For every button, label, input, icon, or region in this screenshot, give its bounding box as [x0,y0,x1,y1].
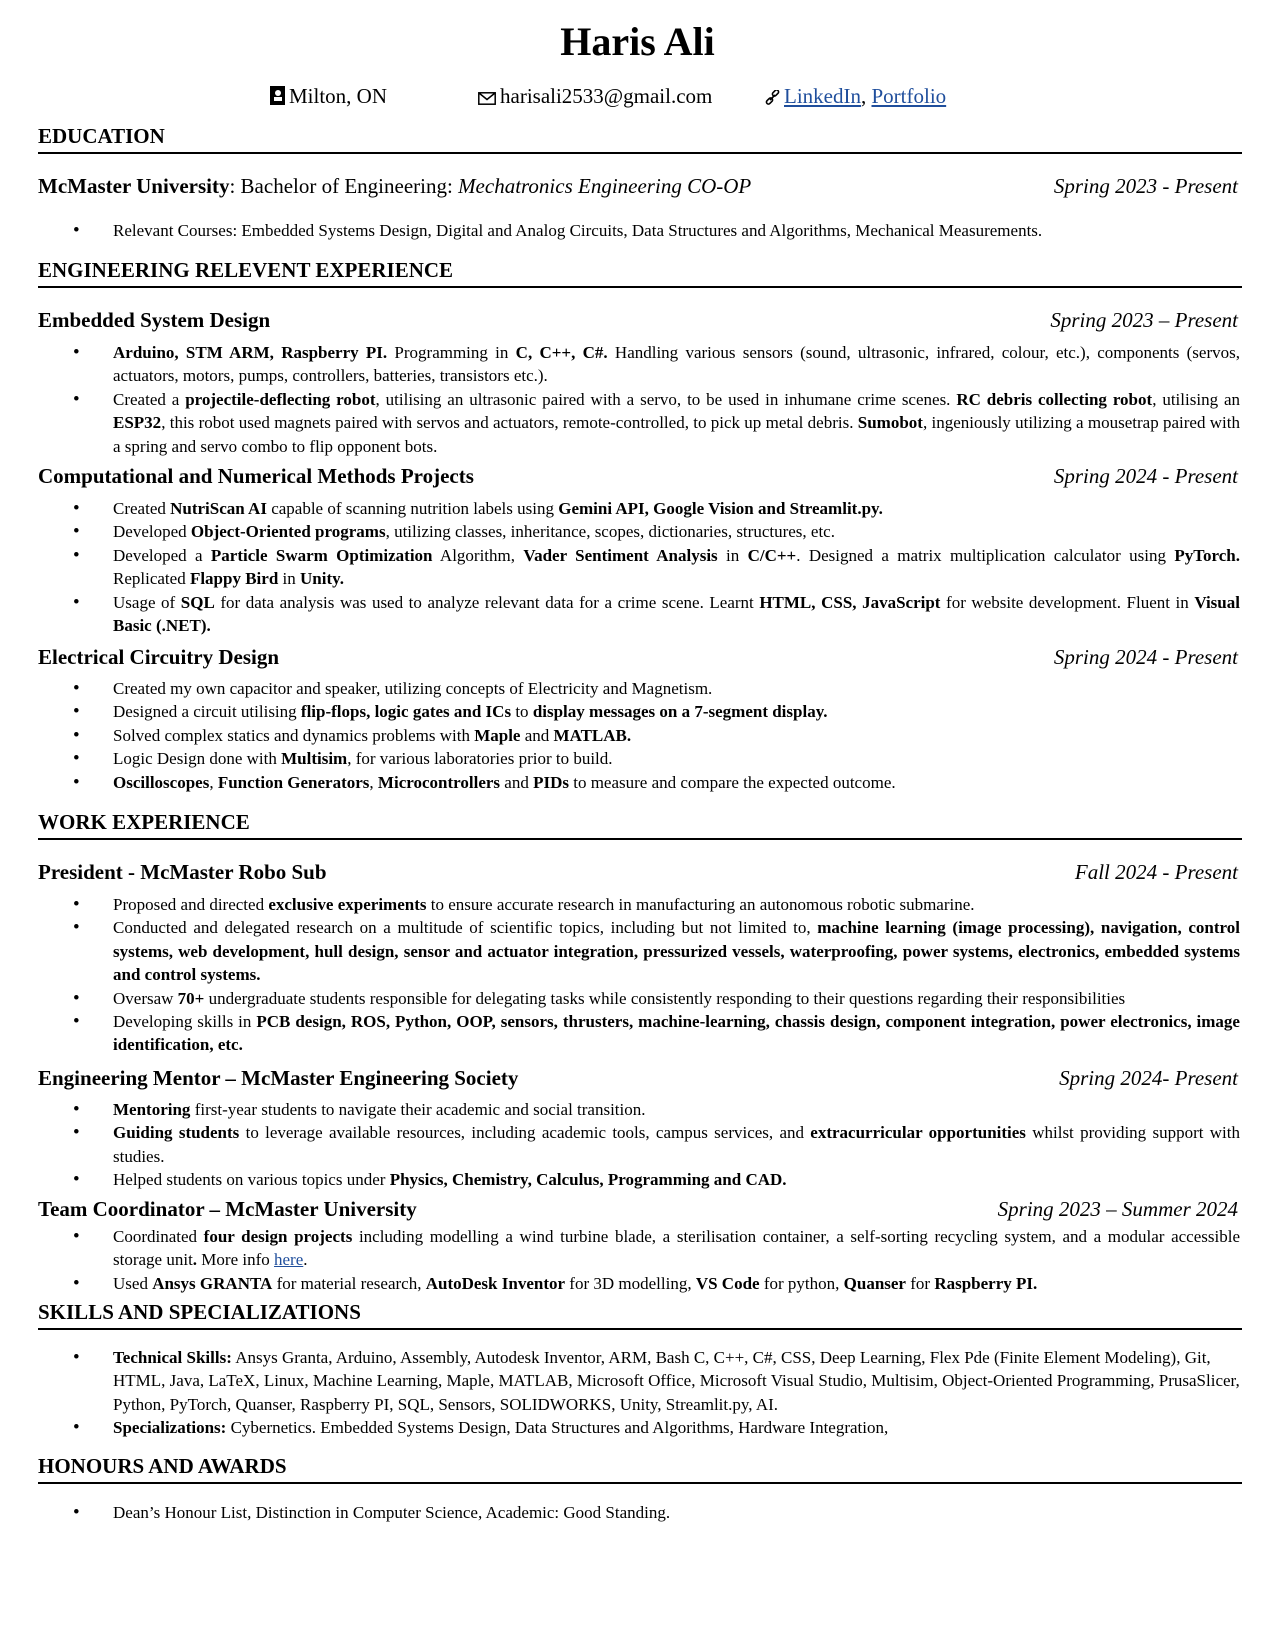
list-item: • Used Ansys GRANTA for material research, AutoDesk Inventor for 3D modelling, VS Code for python, Quanser for Raspberry PI. [0,1272,1275,1295]
education-entry [38,172,1238,200]
skills-heading: SKILLS AND SPECIALIZATIONS [38,1298,1242,1330]
entry-title: Computational and Numerical Methods Projects [38,464,474,488]
computational-list [0,497,1275,637]
electrical-list [0,677,1275,794]
location-text: Milton, ON [289,84,388,108]
computational-entry [38,462,1238,490]
address-book-icon [270,84,285,112]
entry-title: Engineering Mentor – McMaster Engineering Society [38,1066,519,1090]
entry-title: Team Coordinator – McMaster University [38,1197,417,1221]
list-item: • Mentoring first-year students to navigate their academic and social transition. [0,1098,1275,1121]
list-item: • Arduino, STM ARM, Raspberry PI. Programming in C, C++, C#. Handling various sensors (sound, ultrasonic, infrared, colour, etc.), components (servos, actuators, motors, pumps, controllers, batteries, transistors etc.). [0,341,1275,388]
mentor-list [0,1098,1275,1192]
entry-date: Spring 2024 - Present [1053,645,1238,669]
list-item: • Oscilloscopes, Function Generators, Microcontrollers and PIDs to measure and compare the expected outcome. [0,771,1275,794]
list-item: • Specializations: Cybernetics. Embedded Systems Design, Data Structures and Algorithms, Hardware Integration, [0,1416,1275,1439]
mentor-entry [38,1064,1238,1092]
education-heading: EDUCATION [38,122,1242,154]
list-item: • Created NutriScan AI capable of scanning nutrition labels using Gemini API, Google Vision and Streamlit.py. [0,497,1275,520]
list-item: • Helped students on various topics under Physics, Chemistry, Calculus, Programming and CAD. [0,1168,1275,1191]
list-item: • Proposed and directed exclusive experiments to ensure accurate research in manufacturing an autonomous robotic submarine. [0,893,1275,916]
list-item: • Created a projectile-deflecting robot, utilising an ultrasonic paired with a servo, to be used in inhumane crime scenes. RC debris collecting robot, utilising an ESP32, this robot used magnets paired with servos and actuators, remote-controlled, to pick up metal debris. Sumobot, ingeniously utilizing a mousetrap paired with a spring and servo combo to flip opponent bots. [0,388,1275,458]
coordinator-entry [38,1195,1238,1223]
list-item: • Created my own capacitor and speaker, utilizing concepts of Electricity and Magnetism. [0,677,1275,700]
entry-title: President - McMaster Robo Sub [38,860,327,884]
education-list [0,219,1275,242]
entry-date: Spring 2023 – Present [1050,308,1238,332]
skills-list [0,1346,1275,1440]
entry-date: Fall 2024 - Present [1074,860,1238,884]
list-item: • Dean’s Honour List, Distinction in Computer Science, Academic: Good Standing. [0,1501,1275,1524]
electrical-entry [38,643,1238,671]
list-item: • Oversaw 70+ undergraduate students responsible for delegating tasks while consistently responding to their questions regarding their responsibilities [0,987,1275,1010]
list-item: • Developed a Particle Swarm Optimization Algorithm, Vader Sentiment Analysis in C/C++. Designed a matrix multiplication calculator using PyTorch. Replicated Flappy Bird in Unity. [0,544,1275,591]
embedded-entry [38,306,1238,334]
coordinator-list [0,1225,1275,1295]
email-contact [478,82,712,112]
linkedin-link[interactable]: LinkedIn [784,84,861,108]
link-icon [765,84,780,112]
list-item: • Conducted and delegated research on a multitude of scientific topics, including but not limited to, machine learning (image processing), navigation, control systems, web development, hull design, sensor and actuator integration, pressurized vessels, waterproofing, power systems, electronics, embedded systems and control systems. [0,916,1275,986]
honours-list [0,1501,1275,1524]
school-name: McMaster University [38,174,230,198]
entry-title: Embedded System Design [38,308,271,332]
education-date: Spring 2023 - Present [1053,174,1238,198]
embedded-list [0,341,1275,458]
president-entry [38,858,1238,886]
list-item: • Coordinated four design projects including modelling a wind turbine blade, a sterilisation container, a self-sorting recycling system, and a modular accessible storage unit. More info here. [0,1225,1275,1272]
list-item: • Developed Object-Oriented programs, utilizing classes, inheritance, scopes, dictionaries, structures, etc. [0,520,1275,543]
location-contact [270,82,387,112]
list-item: • Usage of SQL for data analysis was used to analyze relevant data for a crime scene. Learnt HTML, CSS, JavaScript for website development. Fluent in Visual Basic (.NET). [0,591,1275,638]
link-separator: , [860,84,867,108]
entry-title: Electrical Circuitry Design [38,645,280,669]
program-name: Mechatronics Engineering CO-OP [458,174,752,198]
entry-date: Spring 2024 - Present [1053,464,1238,488]
more-info-link[interactable]: here [274,1250,304,1270]
entry-date: Spring 2024- Present [1059,1066,1238,1090]
entry-date: Spring 2023 – Summer 2024 [997,1197,1238,1221]
links-contact [765,82,946,112]
president-list [0,893,1275,1057]
honours-heading: HONOURS AND AWARDS [38,1452,1242,1484]
email-text: harisali2533@gmail.com [500,84,713,108]
list-item: • Solved complex statics and dynamics problems with Maple and MATLAB. [0,724,1275,747]
degree-text: : Bachelor of Engineering: [229,174,459,198]
work-heading: WORK EXPERIENCE [38,808,1242,840]
list-item: • Designed a circuit utilising flip-flops, logic gates and ICs to display messages on a 7-segment display. [0,700,1275,723]
resume-name: Haris Ali [560,19,715,64]
portfolio-link[interactable]: Portfolio [871,84,947,108]
list-item: • Guiding students to leverage available resources, including academic tools, campus services, and extracurricular opportunities whilst providing support with studies. [0,1121,1275,1168]
list-item: • Developing skills in PCB design, ROS, Python, OOP, sensors, thrusters, machine-learning, chassis design, component integration, power electronics, image identification, etc. [0,1010,1275,1057]
envelope-icon [478,84,496,112]
list-item: • Relevant Courses: Embedded Systems Design, Digital and Analog Circuits, Data Structures and Algorithms, Mechanical Measurements. [0,219,1275,242]
engineering-heading: ENGINEERING RELEVENT EXPERIENCE [38,256,1242,288]
list-item: • Technical Skills: Ansys Granta, Arduino, Assembly, Autodesk Inventor, ARM, Bash C, C++, C#, CSS, Deep Learning, Flex Pde (Finite Element Modeling), Git, HTML, Java, LaTeX, Linux, Machine Learning, Maple, MATLAB, Microsoft Office, Microsoft Visual Studio, Multisim, Object-Oriented Programming, PrusaSlicer, Python, PyTorch, Quanser, Raspberry PI, SQL, Sensors, SOLIDWORKS, Unity, Streamlit.py, AI. [0,1346,1275,1416]
list-item: • Logic Design done with Multisim, for various laboratories prior to build. [0,747,1275,770]
